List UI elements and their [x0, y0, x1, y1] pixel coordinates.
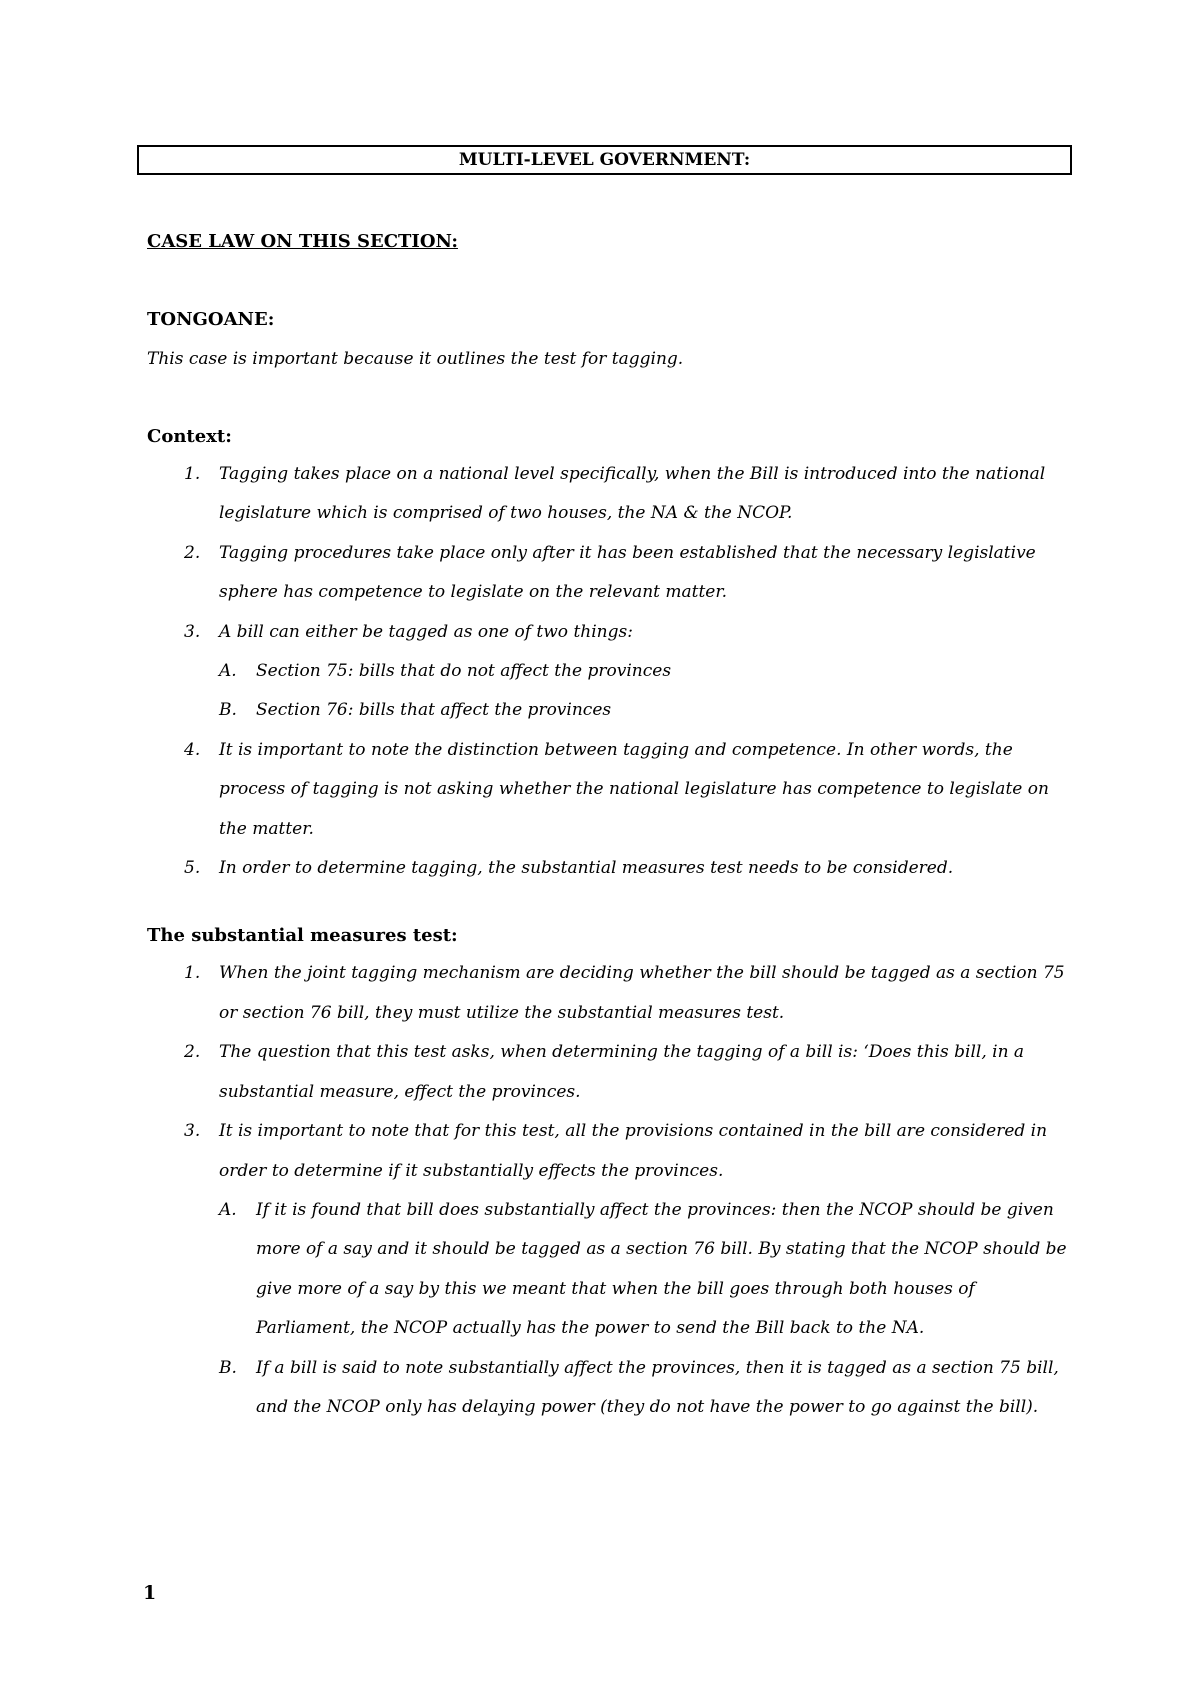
- list-item-number: 5.: [184, 858, 201, 879]
- substantial-measures-list: [147, 954, 1077, 1427]
- list-item-text: Tagging procedures take place only after it has been established that the necessary legislative sphere has competence to legislate on the relevant matter.: [219, 542, 1036, 603]
- list-item-text: When the joint tagging mechanism are deciding whether the bill should be tagged as a section 75 or section 76 bill, they must utilize the substantial measures test.: [219, 963, 1065, 1023]
- list-item-text: A bill can either be tagged as one of two things:: [219, 621, 633, 642]
- sub-list-item-letter: B.: [219, 1357, 237, 1378]
- list-item-number: 2.: [184, 1042, 201, 1063]
- list-item-number: 2.: [184, 542, 201, 563]
- list-item: [147, 1112, 1077, 1427]
- list-item-number: 3.: [184, 621, 201, 642]
- list-item-number: 1.: [184, 464, 201, 484]
- list-item-text: It is important to note the distinction between tagging and competence. In other words, the process of tagging is not asking whether the national legislature has competence to legislate on the matter.: [219, 739, 1049, 839]
- substantial-measures-heading: The substantial measures test:: [147, 925, 458, 947]
- list-item-number: 1.: [184, 963, 201, 984]
- page-number: 1: [143, 1582, 157, 1604]
- list-item-number: 3.: [184, 1121, 201, 1142]
- list-item: [147, 455, 1077, 534]
- case-name-heading: TONGOANE:: [147, 309, 275, 330]
- list-item-text: Tagging takes place on a national level specifically, when the Bill is introduced into the national legislature which is comprised of two houses, the NA & the NCOP.: [219, 464, 1046, 524]
- sub-list-item-letter: B.: [219, 700, 237, 721]
- sub-list-item-text: If a bill is said to note substantially affect the provinces, then it is tagged as a section 75 bill, and the NCOP only has delaying power (they do not have the power to go against the bill).: [256, 1357, 1059, 1417]
- page-title: MULTI-LEVEL GOVERNMENT:: [137, 145, 1072, 175]
- list-item: [147, 1033, 1077, 1112]
- list-item: [147, 534, 1077, 613]
- sub-list-item: [219, 652, 1077, 691]
- context-heading: Context:: [147, 426, 232, 447]
- case-law-heading: CASE LAW ON THIS SECTION:: [147, 231, 458, 252]
- list-item: [147, 849, 1077, 888]
- list-item: [147, 731, 1077, 849]
- sub-list-item-letter: A.: [219, 661, 237, 682]
- sub-list: [219, 1191, 1077, 1427]
- list-item-text: In order to determine tagging, the substantial measures test needs to be considered.: [219, 858, 954, 879]
- sub-list-item: [219, 691, 1077, 730]
- case-intro: This case is important because it outlines the test for tagging.: [147, 349, 684, 369]
- list-item: [147, 613, 1077, 731]
- sub-list-item-text: Section 75: bills that do not affect the provinces: [256, 661, 672, 682]
- sub-list-item: [219, 1349, 1077, 1428]
- sub-list-item: [219, 1191, 1077, 1349]
- sub-list-item-text: Section 76: bills that affect the provinces: [256, 700, 612, 721]
- sub-list: [219, 652, 1077, 731]
- list-item-text: It is important to note that for this test, all the provisions contained in the bill are considered in order to determine if it substantially effects the provinces.: [219, 1121, 1048, 1181]
- list-item-number: 4.: [184, 739, 201, 760]
- document-body: [147, 230, 1077, 1427]
- sub-list-item-text: If it is found that bill does substantially affect the provinces: then the NCOP should be given more of a say and it should be tagged as a section 76 bill. By stating that the NCOP should be give more of a say by this we meant that when the bill goes through both houses of Parliament, the NCOP actually has the power to send the Bill back to the NA.: [256, 1199, 1067, 1339]
- list-item-text: The question that this test asks, when determining the tagging of a bill is: ‘Does this bill, in a substantial measure, effect the provinces.: [219, 1042, 1025, 1102]
- list-item: [147, 954, 1077, 1033]
- sub-list-item-letter: A.: [219, 1199, 237, 1220]
- context-list: [147, 455, 1077, 888]
